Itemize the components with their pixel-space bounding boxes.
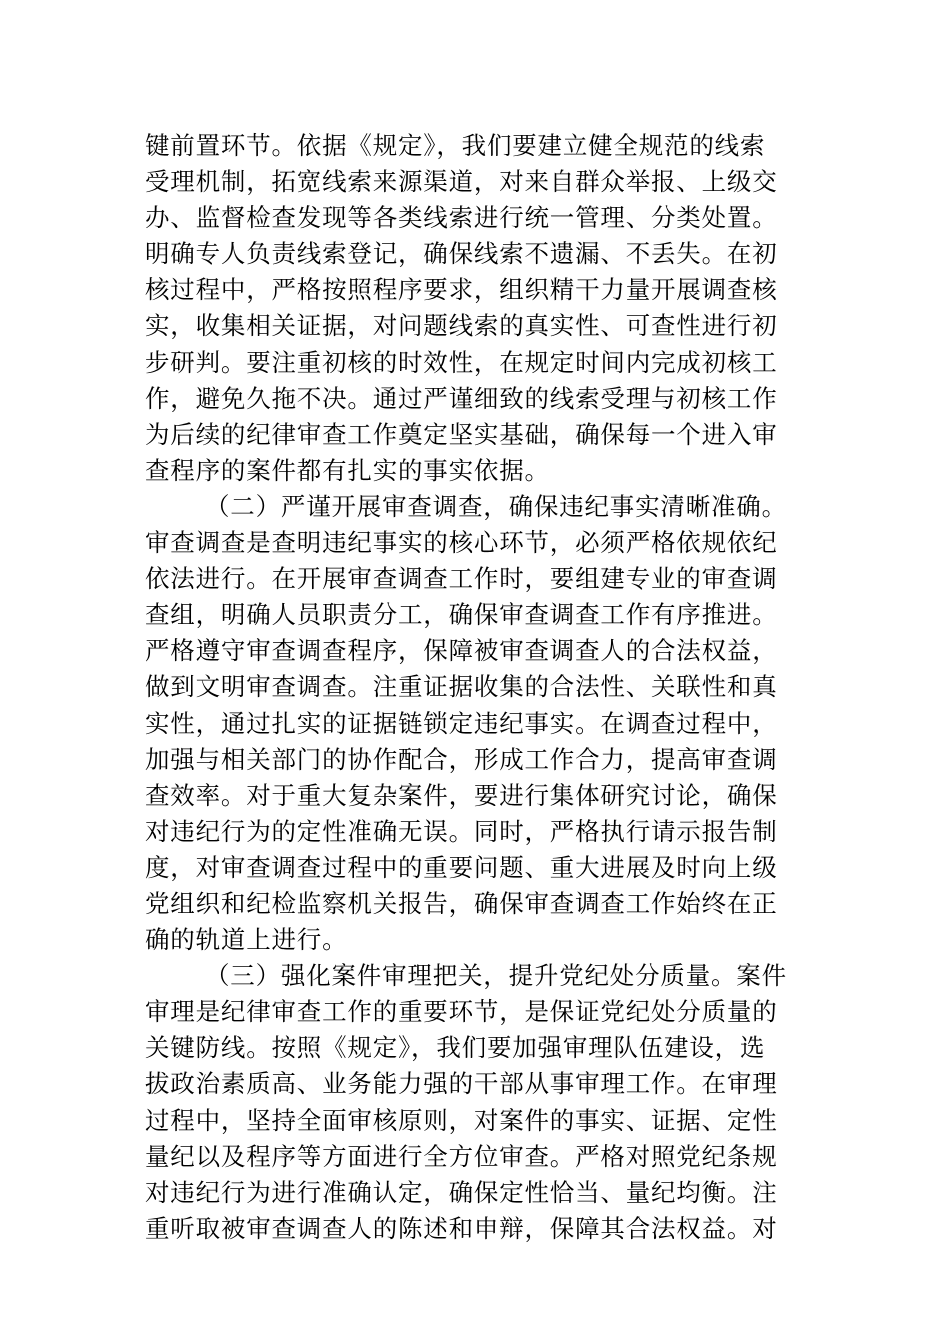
document-body	[145, 128, 810, 1247]
text-line: 键前置环节。依据《规定》，我们要建立健全规范的线索	[145, 131, 766, 160]
text-line: 重听取被审查调查人的陈述和申辩，保障其合法权益。对	[145, 1213, 778, 1243]
paragraph-heading-line: （三）强化案件审理把关，提升党纪处分质量。案件	[205, 961, 787, 991]
text-line: 查组，明确人员职责分工，确保审查调查工作有序推进。	[145, 600, 778, 630]
text-line: 核过程中，严格按照程序要求，组织精干力量开展调查核	[145, 275, 778, 305]
text-line: 查效率。对于重大复杂案件，要进行集体研究讨论，确保	[145, 780, 778, 810]
text-line: 严格遵守审查调查程序，保障被审查调查人的合法权益，	[145, 636, 778, 666]
text-line: 查程序的案件都有扎实的事实依据。	[145, 455, 550, 485]
text-line: 做到文明审查调查。注重证据收集的合法性、关联性和真	[145, 672, 778, 702]
text-line: 对违纪行为的定性准确无误。同时，严格执行请示报告制	[145, 816, 778, 846]
text-line: 关键防线。按照《规定》，我们要加强审理队伍建设，选	[145, 1033, 766, 1063]
text-line: 实性，通过扎实的证据链锁定违纪事实。在调查过程中，	[145, 708, 778, 738]
text-line: 为后续的纪律审查工作奠定坚实基础，确保每一个进入审	[145, 419, 778, 449]
text-line: 量纪以及程序等方面进行全方位审查。严格对照党纪条规	[145, 1141, 778, 1171]
text-line: 确的轨道上进行。	[145, 925, 348, 955]
text-line: 作，避免久拖不决。通过严谨细致的线索受理与初核工作	[145, 383, 778, 413]
text-line: 度，对审查调查过程中的重要问题、重大进展及时向上级	[145, 852, 778, 882]
text-line: 实，收集相关证据，对问题线索的真实性、可查性进行初	[145, 311, 778, 341]
paragraph-heading-line: （二）严谨开展审查调查，确保违纪事实清晰准确。	[205, 491, 787, 521]
text-line: 明确专人负责线索登记，确保线索不遗漏、不丢失。在初	[145, 239, 778, 269]
text-line: 对违纪行为进行准确认定，确保定性恰当、量纪均衡。注	[145, 1177, 778, 1207]
text-line: 加强与相关部门的协作配合，形成工作合力，提高审查调	[145, 744, 778, 774]
text-line: 过程中，坚持全面审核原则，对案件的事实、证据、定性	[145, 1105, 778, 1135]
text-line: 审理是纪律审查工作的重要环节，是保证党纪处分质量的	[145, 997, 778, 1027]
text-line: 党组织和纪检监察机关报告，确保审查调查工作始终在正	[145, 888, 778, 918]
text-line: 办、监督检查发现等各类线索进行统一管理、分类处置。	[145, 203, 778, 233]
text-line: 受理机制，拓宽线索来源渠道，对来自群众举报、上级交	[145, 167, 778, 197]
text-line: 依法进行。在开展审查调查工作时，要组建专业的审查调	[145, 564, 778, 594]
text-line: 审查调查是查明违纪事实的核心环节，必须严格依规依纪	[145, 528, 778, 558]
text-line: 拔政治素质高、业务能力强的干部从事审理工作。在审理	[145, 1069, 778, 1099]
text-line: 步研判。要注重初核的时效性，在规定时间内完成初核工	[145, 347, 778, 377]
